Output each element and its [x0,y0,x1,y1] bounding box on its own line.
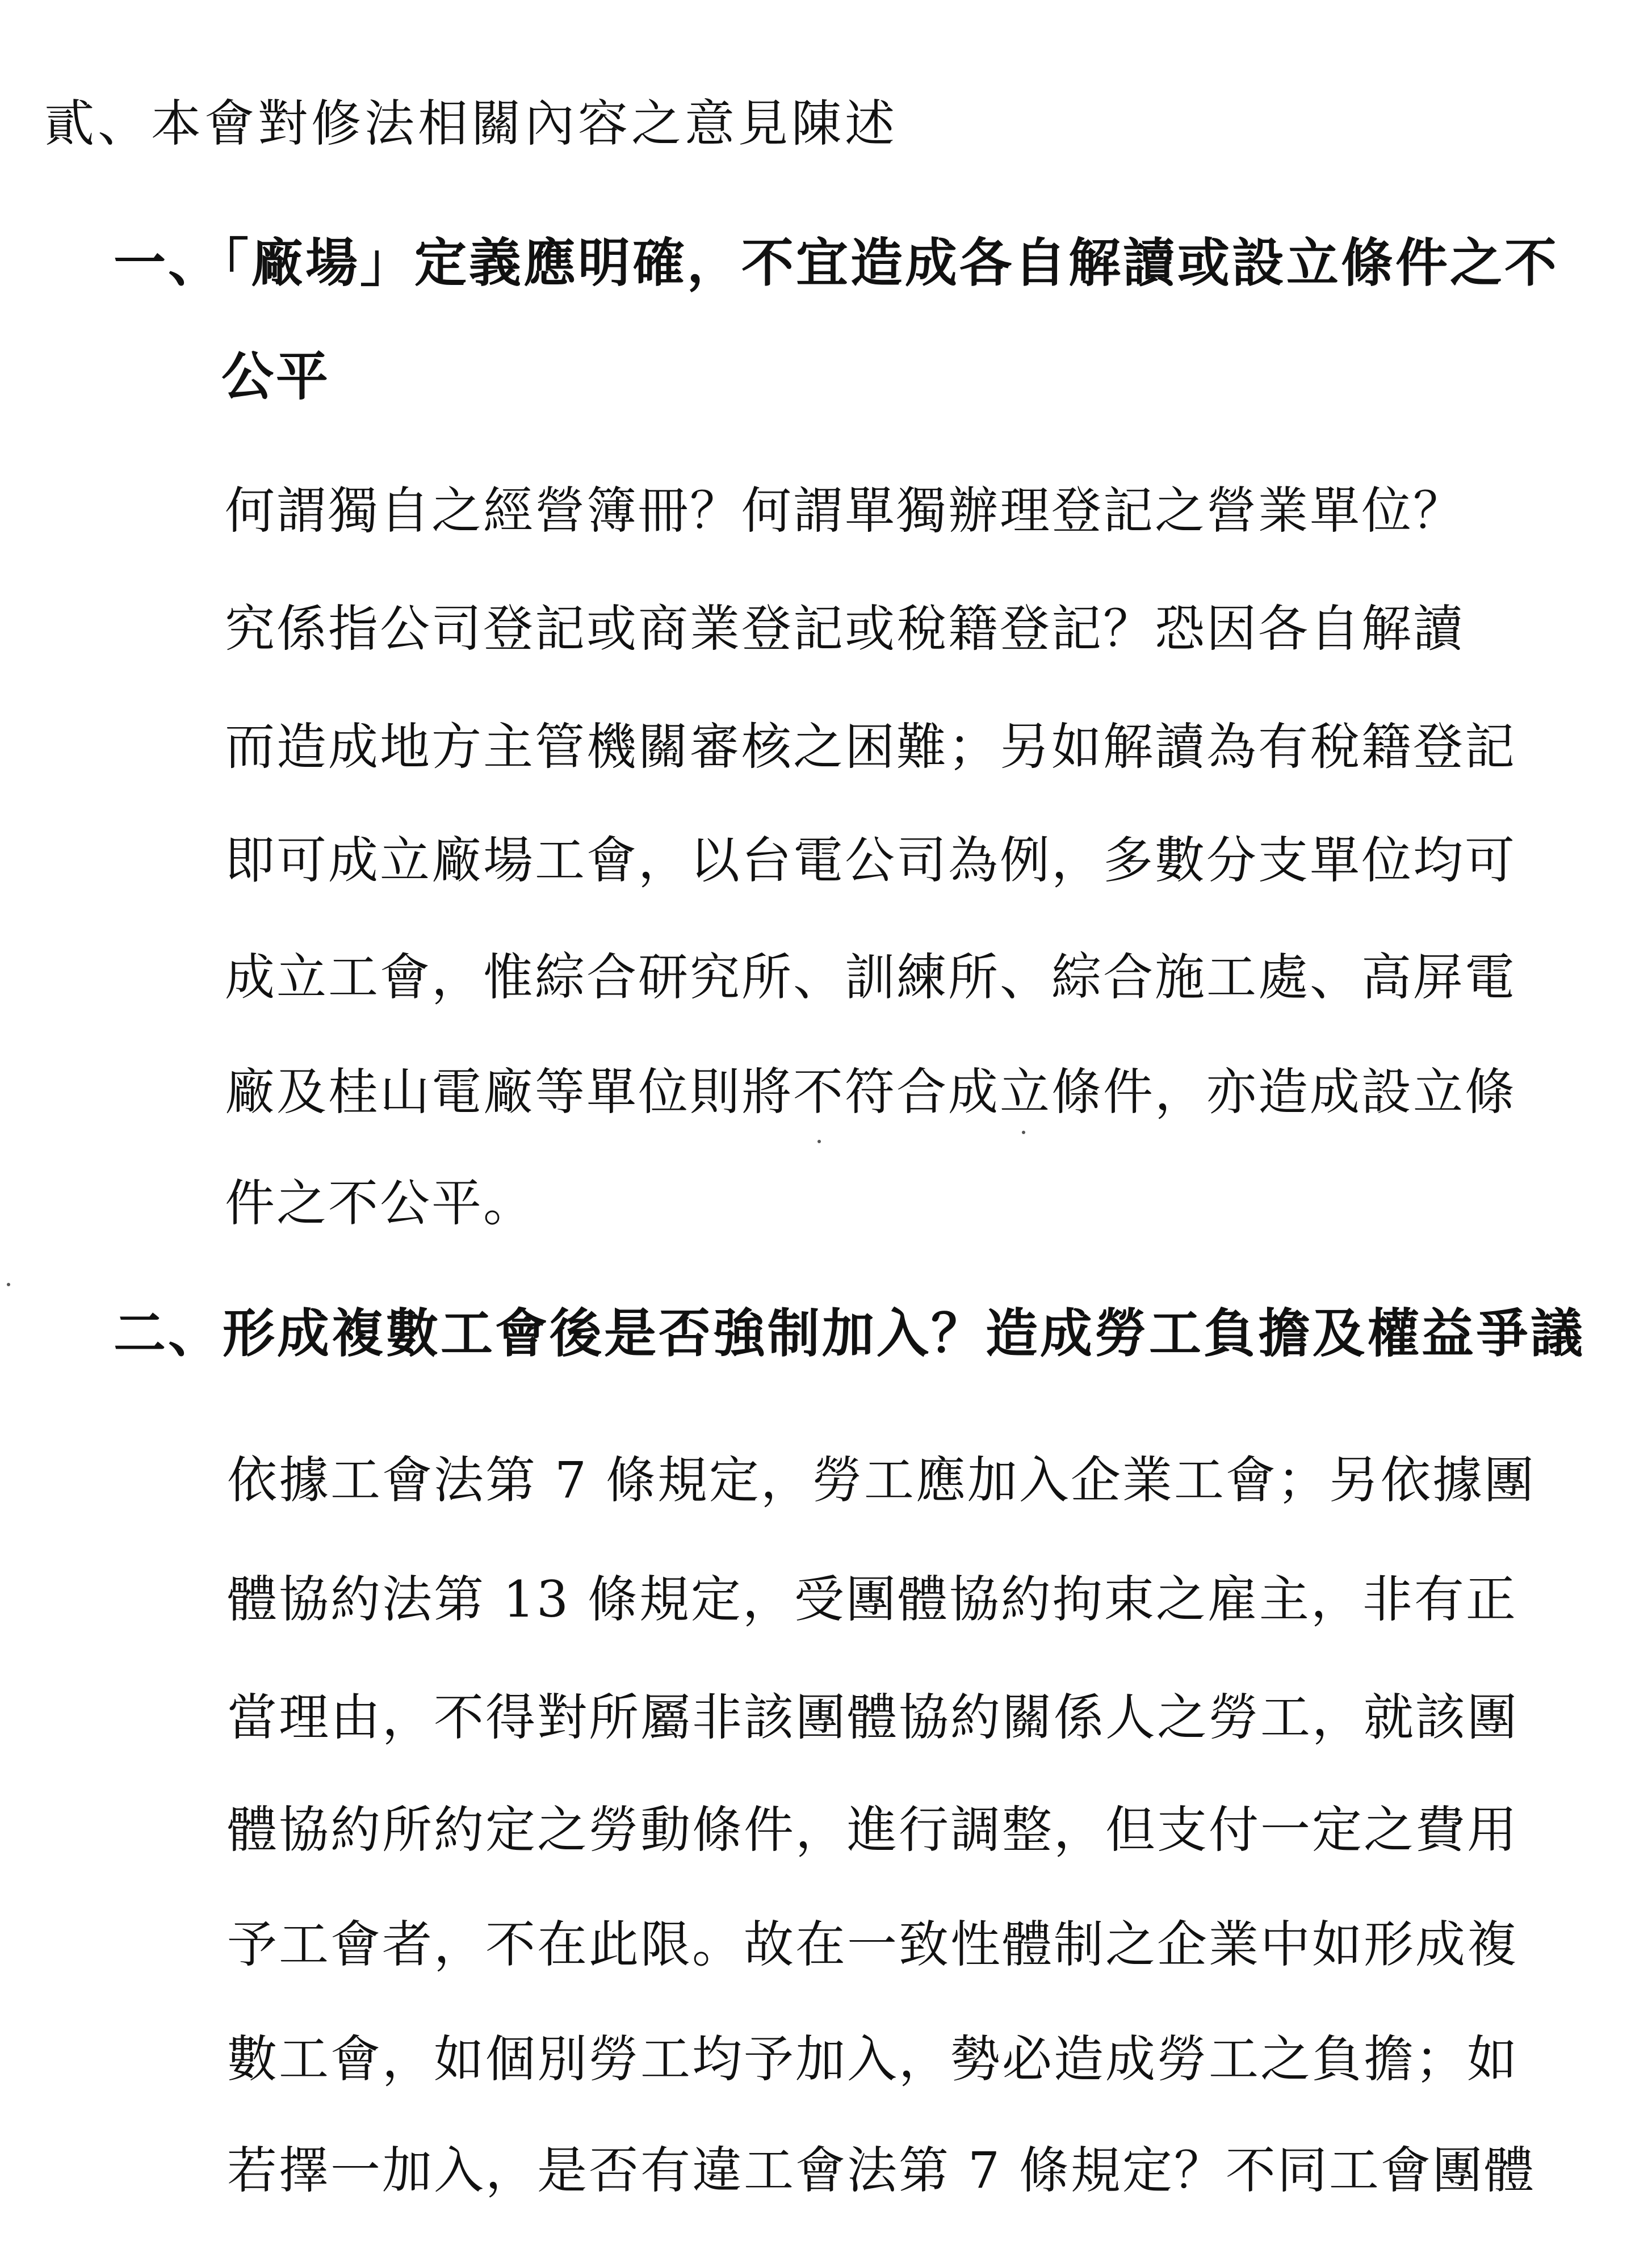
item-1-body-line-6: 廠及桂山電廠等單位則將不符合成立條件，亦造成設立條 [225,1063,1517,1121]
section-title: 貳、本會對修法相關內容之意見陳述 [44,94,899,153]
scan-speck [7,1283,10,1286]
item-1-body-line-5: 成立工會，惟綜合研究所、訓練所、綜合施工處、高屏電 [225,948,1517,1006]
item-2-body-line-7: 若擇一加入，是否有違工會法第 7 條規定？不同工會團體 [227,2141,1536,2200]
item-1-body-line-7: 件之不公平。 [225,1174,535,1232]
item-1-body-line-2: 究係指公司登記或商業登記或稅籍登記？恐因各自解讀 [225,599,1465,658]
item-1-heading-line-1: 一、「廠場」定義應明確，不宜造成各自解讀或設立條件之不 [114,233,1559,293]
item-2-body-line-2: 體協約法第 13 條規定，受團體協約拘束之雇主，非有正 [227,1570,1517,1629]
item-2-body-line-4: 體協約所約定之勞動條件，進行調整，但支付一定之費用 [227,1800,1519,1859]
item-2-body-line-5: 予工會者，不在此限。故在一致性體制之企業中如形成複 [227,1915,1519,1974]
item-1-heading-line-2: 公平 [221,346,331,407]
scan-speck [1022,1131,1025,1134]
item-1-body-line-3: 而造成地方主管機關審核之困難；另如解讀為有稅籍登記 [225,717,1517,776]
item-2-heading-line-1: 二、形成複數工會後是否強制加入？造成勞工負擔及權益爭議 [114,1303,1586,1364]
item-1-body-line-1: 何謂獨自之經營簿冊？何謂單獨辦理登記之營業單位？ [225,481,1465,540]
item-1-body-line-4: 即可成立廠場工會，以台電公司為例，多數分支單位均可 [225,831,1517,889]
item-2-body-line-3: 當理由，不得對所屬非該團體協約關係人之勞工，就該團 [227,1688,1519,1747]
scan-speck [817,1140,821,1143]
item-2-body-line-1: 依據工會法第 7 條規定，勞工應加入企業工會；另依據團 [227,1451,1536,1509]
item-2-body-line-6: 數工會，如個別勞工均予加入，勢必造成勞工之負擔；如 [227,2030,1519,2088]
